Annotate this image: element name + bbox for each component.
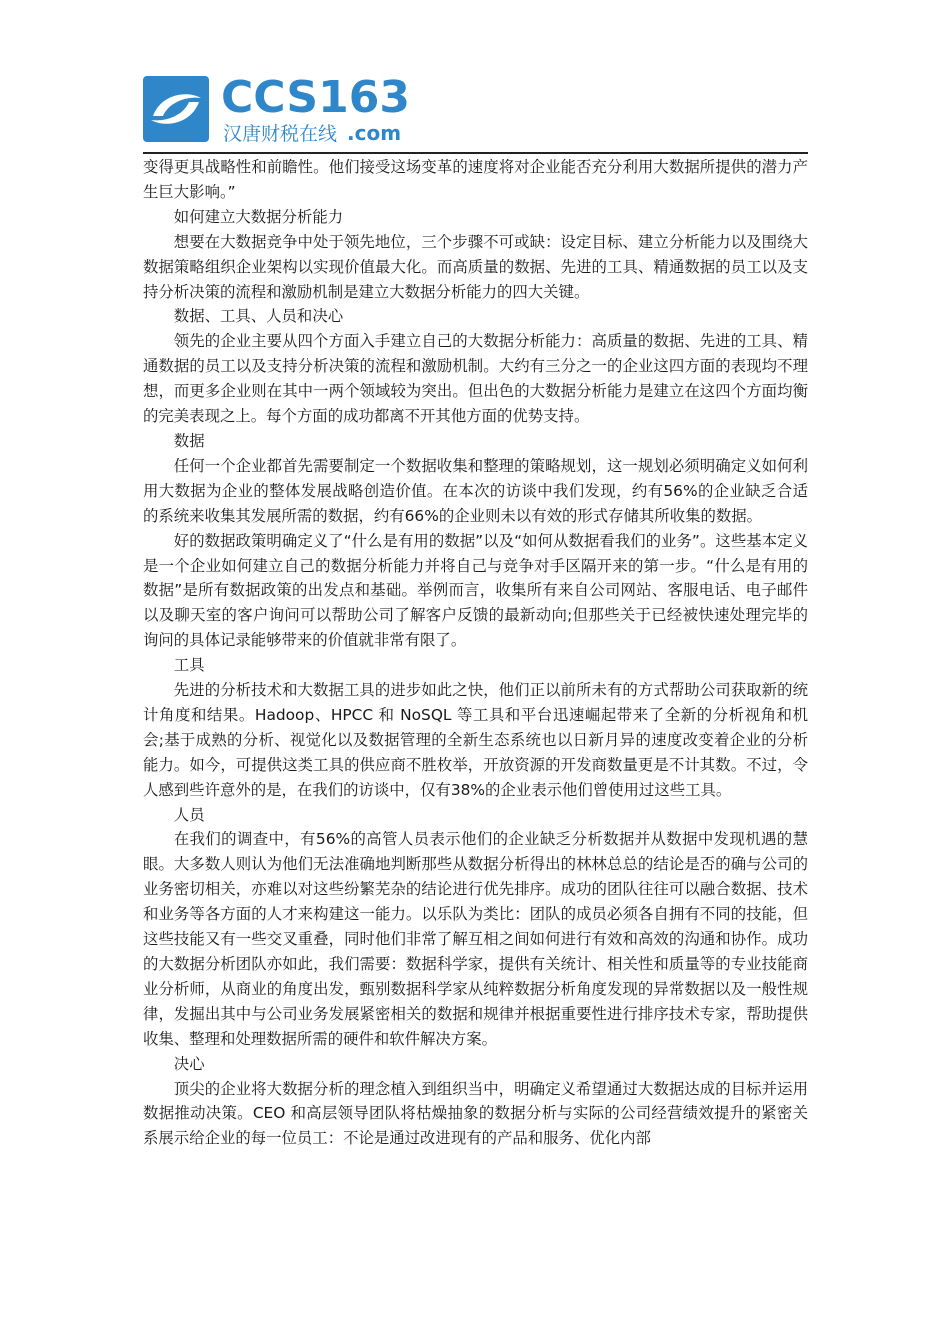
section-heading: 决心: [173, 1054, 205, 1073]
logo-tagline: 汉唐财税在线: [223, 123, 338, 145]
paragraph: 任何一个企业都首先需要制定一个数据收集和整理的策略规划，这一规划必须明确定义如何利用大数据为企业的整体发展战略创造价值。在本次的访谈中我们发现，约有56%的企业缺乏合适的系统来收集其发展所需的数据，约有66%的企业则未以有效的形式存储其所收集的数据。: [143, 456, 808, 525]
section-heading: 工具: [173, 656, 205, 675]
article-body: [143, 155, 808, 1151]
header-divider: [143, 152, 808, 154]
page-header: [143, 72, 808, 156]
paragraph: 先进的分析技术和大数据工具的进步如此之快，他们正以前所未有的方式帮助公司获取新的统计角度和结果。Hadoop、HPCC 和 NoSQL 等工具和平台迅速崛起带来了全新的分析视角和机会;基于成熟的分析、视觉化以及数据管理的全新生态系统也以日新月异的速度改变着企业的分析能力。如今，可提供这类工具的供应商不胜枚举，开放资源的开发商数量更是不计其数。不过，令人感到些许意外的是，在我们的访谈中，仅有38%的企业表示他们曾使用过这些工具。: [143, 681, 808, 799]
paragraph: 顶尖的企业将大数据分析的理念植入到组织当中，明确定义希望通过大数据达成的目标并运用数据推动决策。CEO 和高层领导团队将枯燥抽象的数据分析与实际的公司经营绩效提升的紧密关系展示给企业的每一位员工：不论是通过改进现有的产品和服务、优化内部: [143, 1079, 808, 1148]
paragraph: 变得更具战略性和前瞻性。他们接受这场变革的速度将对企业能否充分利用大数据所提供的潜力产生巨大影响。”: [143, 158, 808, 201]
paragraph: 在我们的调查中，有56%的高管人员表示他们的企业缺乏分析数据并从数据中发现机遇的慧眼。大多数人则认为他们无法准确地判断那些从数据分析得出的林林总总的结论是否的确与公司的业务密切相关，亦难以对这些纷繁芜杂的结论进行优先排序。成功的团队往往可以融合数据、技术和业务等各方面的人才来构建这一能力。以乐队为类比：团队的成员必须各自拥有不同的技能，但这些技能又有一些交叉重叠，同时他们非常了解互相之间如何进行有效和高效的沟通和协作。成功的大数据分析团队亦如此，我们需要：数据科学家，提供有关统计、相关性和质量等的专业技能商业分析师，从商业的角度出发，甄别数据科学家从纯粹数据分析角度发现的异常数据以及一般性规律，发掘出其中与公司业务发展紧密相关的数据和规律并根据重要性进行排序技术专家，帮助提供收集、整理和处理数据所需的硬件和软件解决方案。: [143, 830, 808, 1048]
section-heading: 人员: [173, 805, 205, 824]
ccs-swirl-logo-icon: [143, 76, 209, 142]
logo-tagline-row: [223, 122, 401, 145]
paragraph: 好的数据政策明确定义了“什么是有用的数据”以及“如何从数据看我们的业务”。这些基本定义是一个企业如何建立自己的数据分析能力并将自己与竞争对手区隔开来的第一步。“什么是有用的数据”是所有数据政策的出发点和基础。举例而言，收集所有来自公司网站、客服电话、电子邮件以及聊天室的客户询问可以帮助公司了解客户反馈的最新动向;但那些关于已经被快速处理完毕的询问的具体记录能够带来的价值就非常有限了。: [143, 531, 808, 650]
logo-domain: .com: [347, 121, 402, 145]
section-heading: 如何建立大数据分析能力: [173, 207, 344, 226]
paragraph: 领先的企业主要从四个方面入手建立自己的大数据分析能力：高质量的数据、先进的工具、精通数据的员工以及支持分析决策的流程和激励机制。大约有三分之一的企业这四方面的表现均不理想，而更多企业则在其中一两个领域较为突出。但出色的大数据分析能力是建立在这四个方面均衡的完美表现之上。每个方面的成功都离不开其他方面的优势支持。: [143, 332, 808, 426]
paragraph: 想要在大数据竞争中处于领先地位，三个步骤不可或缺：设定目标、建立分析能力以及围绕大数据策略组织企业架构以实现价值最大化。而高质量的数据、先进的工具、精通数据的员工以及支持分析决策的流程和激励机制是建立大数据分析能力的四大关键。: [143, 232, 808, 301]
logo-name: CCS163: [221, 72, 410, 123]
section-heading: 数据、工具、人员和决心: [173, 307, 344, 326]
section-heading: 数据: [173, 431, 205, 450]
